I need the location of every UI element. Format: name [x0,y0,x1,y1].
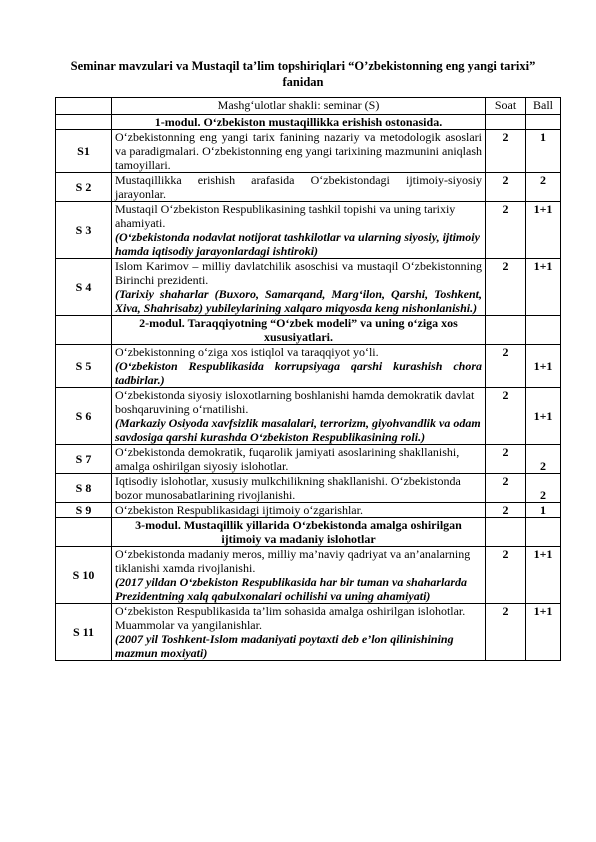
module-title: 2-modul. Taraqqiyotning “O‘zbek modeli” va uning o‘ziga xos xususiyatlari. [112,316,486,345]
table-row [56,445,561,474]
table-row [56,345,561,388]
seminar-topic-emphasis: (Tarixiy shaharlar (Buxoro, Samarqand, Marg‘ilon, Qarshi, Toshkent, Xiva, Shahrisabz) yubileylarining xalqaro miqyosda keng nishonlanishi.) [115,287,482,315]
module-title: 1-modul. O‘zbekiston mustaqillikka erishish ostonasida. [112,115,486,130]
seminar-code: S 6 [56,388,112,445]
seminar-table [55,97,561,661]
seminar-topic: O‘zbekistonda demokratik, fuqarolik jamiyati asoslarining shakllanishi, amalga oshirilgan siyosiy islohotlar. [112,445,486,474]
seminar-code: S 10 [56,547,112,604]
seminar-hours: 2 [486,474,526,503]
seminar-hours: 2 [486,345,526,388]
seminar-code: S 8 [56,474,112,503]
seminar-score: 1 [526,130,561,173]
seminar-topic-emphasis: (O‘zbekiston Respublikasida korrupsiyaga qarshi kurashish chora tadbirlar.) [115,359,482,387]
module-title: 3-modul. Mustaqillik yillarida O‘zbekistonda amalga oshirilgan ijtimoiy va madaniy islohotlar [112,518,486,547]
module-row [56,115,561,130]
seminar-score: 1 [526,503,561,518]
seminar-score: 1+1 [526,259,561,316]
seminar-topic: O‘zbekiston Respublikasidagi ijtimoiy o‘zgarishlar. [112,503,486,518]
seminar-topic: O‘zbekistonning eng yangi tarix fanining nazariy va metodologik asoslari va paradigmalari. O‘zbekistonning eng yangi tarixining mazmunini aniqlash tamoyillari. [112,130,486,173]
seminar-topic: Mustaqil O‘zbekiston Respublikasining tashkil topishi va uning tarixiy ahamiyati. (O‘zbekistonda nodavlat notijorat tashkilotlar va ularning siyosiy, ijtimoiy hamda iqtisodiy jarayonlardagi ishtiroki) [112,202,486,259]
table-row [56,388,561,445]
table-row [56,130,561,173]
table-row [56,547,561,604]
seminar-topic: Iqtisodiy islohotlar, xususiy mulkchilikning shakllanishi. O‘zbekistonda bozor munosabatlarining rivojlanishi. [112,474,486,503]
table-row [56,604,561,661]
seminar-code: S 4 [56,259,112,316]
module-row [56,316,561,345]
seminar-hours: 2 [486,173,526,202]
table-row [56,202,561,259]
seminar-score: 2 [526,445,561,474]
seminar-score: 1+1 [526,202,561,259]
seminar-score: 2 [526,173,561,202]
seminar-score: 1+1 [526,604,561,661]
module-row [56,518,561,547]
seminar-topic-emphasis: (O‘zbekistonda nodavlat notijorat tashkilotlar va ularning siyosiy, ijtimoiy hamda iqtisodiy jarayonlardagi ishtiroki) [115,230,480,258]
seminar-topic: O‘zbekistonda siyosiy isloxotlarning boshlanishi hamda demokratik davlat boshqaruvining o‘rnatilishi. (Markaziy Osiyoda xavfsizlik masalalari, terrorizm, giyohvandlik va odam savdosiga qarshi kurashda O‘zbekiston Respublikasining roli.) [112,388,486,445]
seminar-code: S1 [56,130,112,173]
seminar-score: 1+1 [526,547,561,604]
seminar-topic-emphasis: (Markaziy Osiyoda xavfsizlik masalalari, terrorizm, giyohvandlik va odam savdosiga qarshi kurashda O‘zbekiston Respublikasining roli.) [115,416,481,444]
seminar-code: S 9 [56,503,112,518]
seminar-code: S 5 [56,345,112,388]
table-row [56,259,561,316]
seminar-hours: 2 [486,604,526,661]
seminar-topic-emphasis: (2017 yildan O‘zbekiston Respublikasida har bir tuman va shaharlarda Prezidentning xalq qabulxonalari ochilishi va uning ahamiyati) [115,575,468,603]
table-row [56,503,561,518]
header-empty-cell [56,98,112,115]
seminar-code: S 2 [56,173,112,202]
seminar-topic: O‘zbekistonning o‘ziga xos istiqlol va taraqqiyot yo‘li. (O‘zbekiston Respublikasida korrupsiyaga qarshi kurashish chora tadbirlar.) [112,345,486,388]
seminar-score: 1+1 [526,388,561,445]
header-hours: Soat [486,98,526,115]
seminar-code: S 11 [56,604,112,661]
seminar-hours: 2 [486,388,526,445]
seminar-hours: 2 [486,547,526,604]
document-title: Seminar mavzulari va Mustaqil ta’lim topshiriqlari “O’zbekistonning eng yangi tarixi” fanidan [70,59,536,89]
seminar-score: 2 [526,474,561,503]
seminar-hours: 2 [486,202,526,259]
seminar-hours: 2 [486,259,526,316]
header-score: Ball [526,98,561,115]
seminar-code: S 3 [56,202,112,259]
seminar-topic: Islom Karimov – milliy davlatchilik asoschisi va mustaqil O‘zbekistonning Birinchi prezidenti. (Tarixiy shaharlar (Buxoro, Samarqand, Marg‘ilon, Qarshi, Toshkent, Xiva, Shahrisabz) yubileylarining xalqaro miqyosda keng nishonlanishi.) [112,259,486,316]
seminar-hours: 2 [486,503,526,518]
header-form: Mashg‘ulotlar shakli: seminar (S) [112,98,486,115]
seminar-topic: O‘zbekistonda madaniy meros, milliy ma’naviy qadriyat va an’analarning tiklanishi xamda rivojlanishi. (2017 yildan O‘zbekiston Respublikasida har bir tuman va shaharlarda Prezidentning xalq qabulxonalari ochilishi va uning ahamiyati) [112,547,486,604]
table-header-row [56,98,561,115]
seminar-code: S 7 [56,445,112,474]
seminar-topic-emphasis: (2007 yil Toshkent-Islom madaniyati poytaxti deb e’lon qilinishining mazmun moxiyati) [115,632,454,660]
seminar-hours: 2 [486,130,526,173]
table-row [56,173,561,202]
seminar-hours: 2 [486,445,526,474]
seminar-score: 1+1 [526,345,561,388]
table-row [56,474,561,503]
seminar-topic: O‘zbekiston Respublikasida ta’lim sohasida amalga oshirilgan islohotlar. Muammolar va yangilanishlar. (2007 yil Toshkent-Islom madaniyati poytaxti deb e’lon qilinishining mazmun moxiyati) [112,604,486,661]
seminar-topic: Mustaqillikka erishish arafasida O‘zbekistondagi ijtimoiy-siyosiy jarayonlar. [112,173,486,202]
